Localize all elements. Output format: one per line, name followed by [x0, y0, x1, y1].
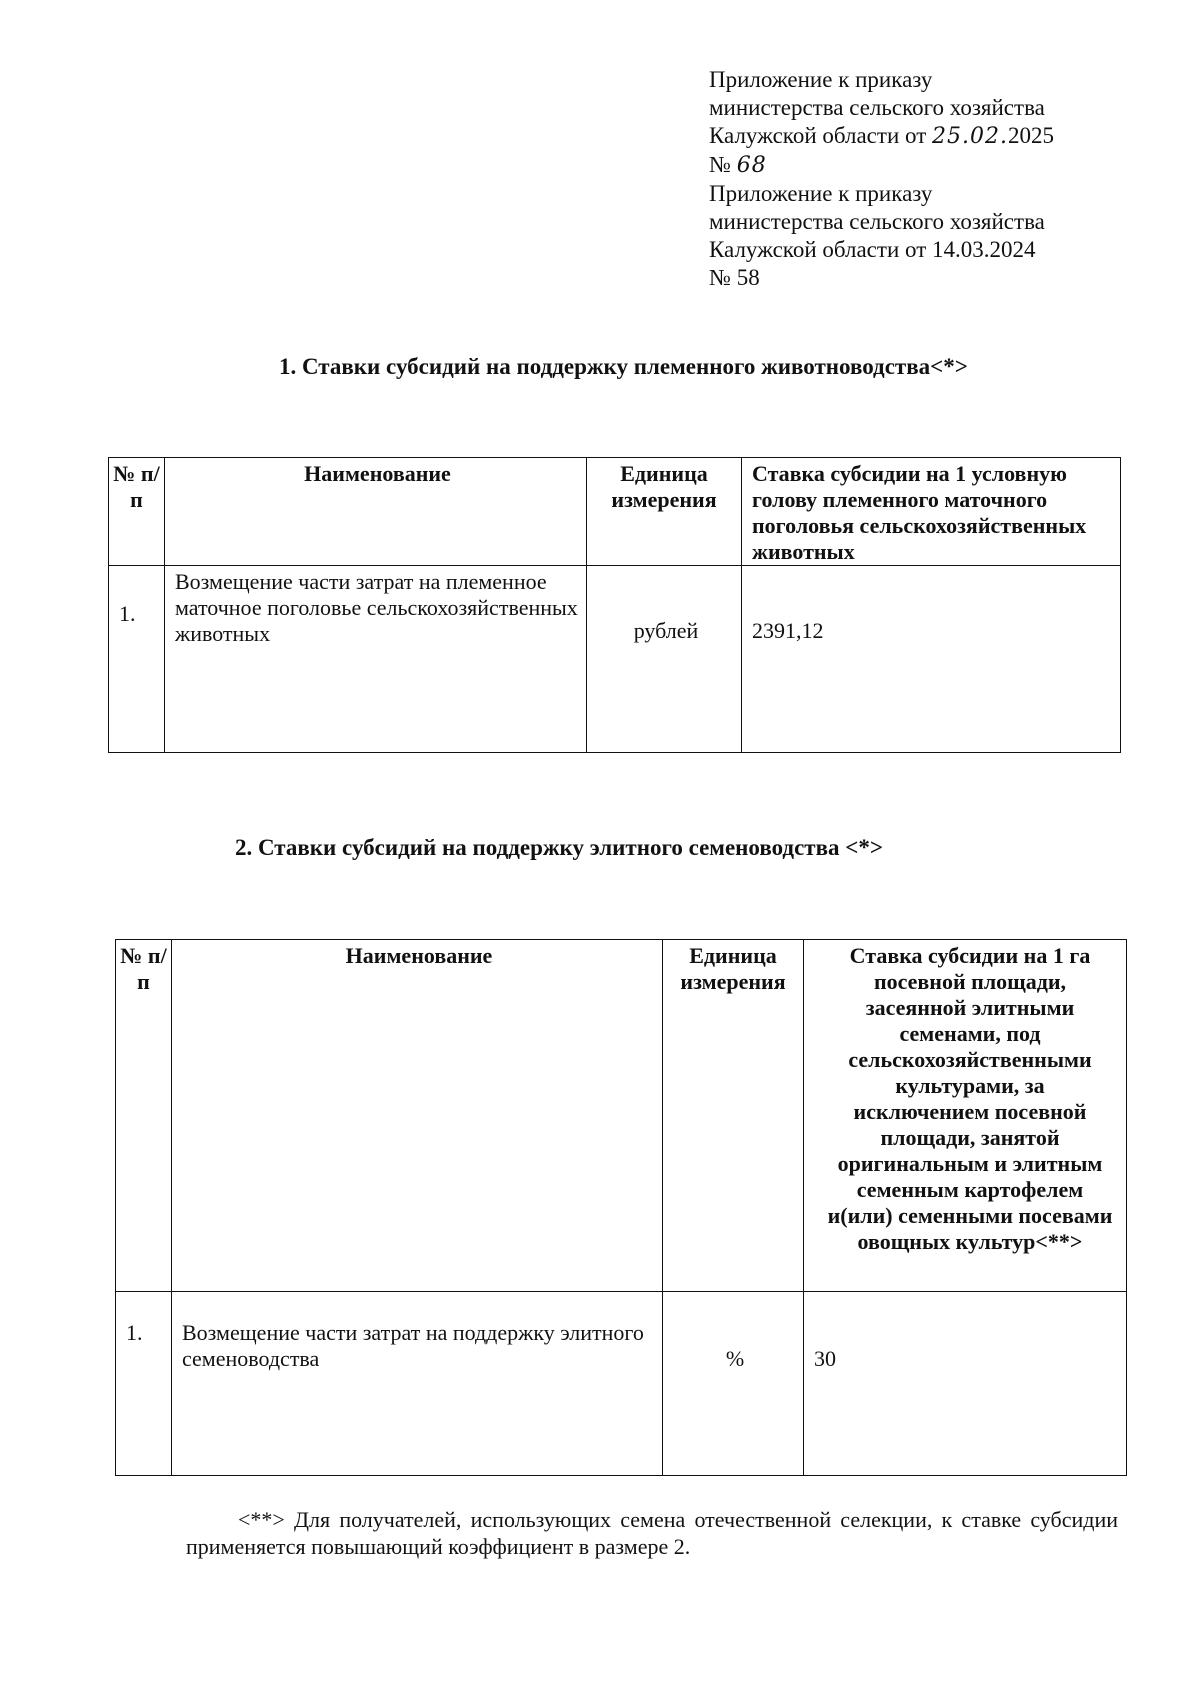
handwritten-number: 68: [736, 153, 767, 178]
header-name: Наименование: [165, 458, 587, 566]
footnote: [186, 1506, 1118, 1560]
annex-current-line3-prefix: Калужской области от: [709, 123, 933, 148]
annex-previous-line3: Калужской области от 14.03.2024: [709, 237, 1036, 262]
handwritten-date: 25.02.: [932, 124, 1008, 149]
row-num: 1.: [116, 1292, 172, 1476]
header-num: № п/п: [109, 458, 165, 566]
table-row: [116, 1292, 1127, 1476]
row-rate: 2391,12: [742, 566, 1121, 753]
header-unit: Единица измерения: [663, 940, 804, 1292]
header-rate: Ставка субсидии на 1 га посевной площади, засеянной элитными семенами, под сельскохозяйственными культурами, за исключением посевной площади, занятой оригинальным и элитным семенным картофелем и(или) семенными посевами овощных культур<**>: [804, 940, 1127, 1292]
annex-current-year: 2025: [1008, 123, 1054, 148]
section1-title: 1. Ставки субсидий на поддержку племенного животноводства<*>: [279, 354, 968, 379]
section2-table: [115, 939, 1127, 1476]
row-name: Возмещение части затрат на поддержку элитного семеноводства: [172, 1292, 663, 1476]
annex-current-line4: [709, 151, 1149, 180]
row-num: 1.: [109, 566, 165, 753]
annex-current-line3: [709, 122, 1149, 151]
row-unit: %: [663, 1292, 804, 1476]
annex-current-line2: министерства сельского хозяйства: [709, 95, 1045, 120]
table-header-row: [116, 940, 1127, 1292]
section1-table: [108, 457, 1121, 753]
table-row: [109, 566, 1121, 753]
annex-current-line1: Приложение к приказу: [709, 67, 933, 92]
footnote-text: <**> Для получателей, использующих семена отечественной селекции, к ставке субсидии применяется повышающий коэффициент в размере 2.: [186, 1507, 1118, 1559]
annex-previous-line1: Приложение к приказу: [709, 181, 933, 206]
header-rate: Ставка субсидии на 1 условную голову племенного маточного поголовья сельскохозяйственных животных: [742, 458, 1121, 566]
row-unit: рублей: [587, 566, 742, 753]
header-num: № п/п: [116, 940, 172, 1292]
annex-previous-line4: № 58: [709, 265, 760, 290]
row-name: Возмещение части затрат на племенное маточное поголовье сельскохозяйственных животных: [165, 566, 587, 753]
header-unit: Единица измерения: [587, 458, 742, 566]
annex-current-line4-prefix: №: [709, 152, 737, 177]
row-rate: 30: [804, 1292, 1127, 1476]
header-name: Наименование: [172, 940, 663, 1292]
annex-previous-line2: министерства сельского хозяйства: [709, 209, 1045, 234]
table-header-row: [109, 458, 1121, 566]
annex-header: [709, 66, 1149, 292]
section2-title: 2. Ставки субсидий на поддержку элитного семеноводства <*>: [235, 835, 883, 860]
